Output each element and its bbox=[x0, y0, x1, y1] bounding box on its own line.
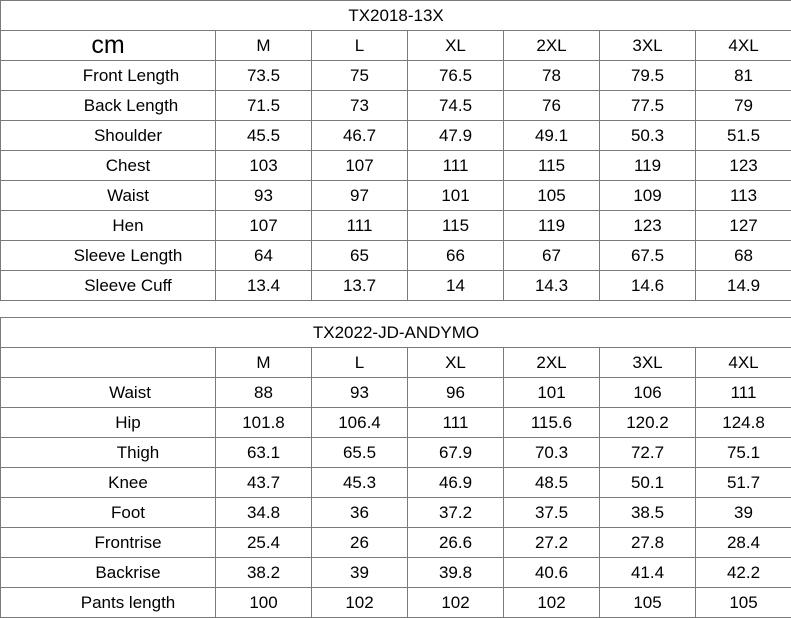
cell-value: 73 bbox=[312, 91, 408, 121]
table-row bbox=[1, 271, 791, 301]
cell-value: 76.5 bbox=[408, 61, 504, 91]
row-label: Frontrise bbox=[1, 528, 216, 558]
cell-value: 101.8 bbox=[216, 408, 312, 438]
cell-value: 51.7 bbox=[696, 468, 791, 498]
cell-value: 46.9 bbox=[408, 468, 504, 498]
cell-value: 67.5 bbox=[600, 241, 696, 271]
cell-value: 106 bbox=[600, 378, 696, 408]
table-row bbox=[1, 558, 791, 588]
cell-value: 67.9 bbox=[408, 438, 504, 468]
cell-value: 37.5 bbox=[504, 498, 600, 528]
table-title: TX2022-JD-ANDYMO bbox=[1, 318, 791, 348]
cell-value: 28.4 bbox=[696, 528, 791, 558]
cell-value: 107 bbox=[216, 211, 312, 241]
cell-value: 27.2 bbox=[504, 528, 600, 558]
cell-value: 38.2 bbox=[216, 558, 312, 588]
cell-value: 14.9 bbox=[696, 271, 791, 301]
column-header-2xl: 2XL bbox=[504, 31, 600, 61]
cell-value: 105 bbox=[600, 588, 696, 618]
cell-value: 71.5 bbox=[216, 91, 312, 121]
cell-value: 43.7 bbox=[216, 468, 312, 498]
cell-value: 113 bbox=[696, 181, 791, 211]
column-header-xl: XL bbox=[408, 31, 504, 61]
table-header-row bbox=[1, 348, 791, 378]
column-header-2xl: 2XL bbox=[504, 348, 600, 378]
cell-value: 74.5 bbox=[408, 91, 504, 121]
cell-value: 93 bbox=[216, 181, 312, 211]
cell-value: 13.4 bbox=[216, 271, 312, 301]
cell-value: 26 bbox=[312, 528, 408, 558]
table-row bbox=[1, 61, 791, 91]
cell-value: 115 bbox=[504, 151, 600, 181]
column-header-4xl: 4XL bbox=[696, 348, 791, 378]
cell-value: 42.2 bbox=[696, 558, 791, 588]
cell-value: 27.8 bbox=[600, 528, 696, 558]
column-header-m: M bbox=[216, 348, 312, 378]
cell-value: 120.2 bbox=[600, 408, 696, 438]
cell-value: 64 bbox=[216, 241, 312, 271]
table-row bbox=[1, 121, 791, 151]
cell-value: 67 bbox=[504, 241, 600, 271]
column-header-l: L bbox=[312, 348, 408, 378]
unit-label: cm bbox=[1, 31, 216, 61]
cell-value: 25.4 bbox=[216, 528, 312, 558]
table-title-row bbox=[1, 318, 791, 348]
column-header-3xl: 3XL bbox=[600, 348, 696, 378]
cell-value: 111 bbox=[408, 151, 504, 181]
cell-value: 97 bbox=[312, 181, 408, 211]
table-row bbox=[1, 588, 791, 618]
cell-value: 38.5 bbox=[600, 498, 696, 528]
cell-value: 111 bbox=[312, 211, 408, 241]
cell-value: 39 bbox=[312, 558, 408, 588]
cell-value: 102 bbox=[408, 588, 504, 618]
cell-value: 105 bbox=[696, 588, 791, 618]
table-title-row bbox=[1, 1, 791, 31]
cell-value: 49.1 bbox=[504, 121, 600, 151]
table-row bbox=[1, 408, 791, 438]
cell-value: 68 bbox=[696, 241, 791, 271]
cell-value: 66 bbox=[408, 241, 504, 271]
row-label: Knee bbox=[1, 468, 216, 498]
table-row bbox=[1, 528, 791, 558]
unit-label bbox=[1, 348, 216, 378]
cell-value: 119 bbox=[600, 151, 696, 181]
table-row bbox=[1, 378, 791, 408]
cell-value: 124.8 bbox=[696, 408, 791, 438]
row-label: Shoulder bbox=[1, 121, 216, 151]
cell-value: 37.2 bbox=[408, 498, 504, 528]
column-header-l: L bbox=[312, 31, 408, 61]
cell-value: 75 bbox=[312, 61, 408, 91]
cell-value: 127 bbox=[696, 211, 791, 241]
cell-value: 72.7 bbox=[600, 438, 696, 468]
cell-value: 79 bbox=[696, 91, 791, 121]
cell-value: 96 bbox=[408, 378, 504, 408]
column-header-m: M bbox=[216, 31, 312, 61]
cell-value: 75.1 bbox=[696, 438, 791, 468]
cell-value: 65 bbox=[312, 241, 408, 271]
cell-value: 39 bbox=[696, 498, 791, 528]
cell-value: 50.1 bbox=[600, 468, 696, 498]
cell-value: 13.7 bbox=[312, 271, 408, 301]
row-label: Back Length bbox=[1, 91, 216, 121]
cell-value: 77.5 bbox=[600, 91, 696, 121]
cell-value: 93 bbox=[312, 378, 408, 408]
cell-value: 14.6 bbox=[600, 271, 696, 301]
table-row bbox=[1, 181, 791, 211]
size-table-tx2022 bbox=[0, 317, 791, 618]
table-separator bbox=[0, 301, 791, 317]
cell-value: 123 bbox=[600, 211, 696, 241]
cell-value: 48.5 bbox=[504, 468, 600, 498]
cell-value: 111 bbox=[408, 408, 504, 438]
cell-value: 70.3 bbox=[504, 438, 600, 468]
cell-value: 78 bbox=[504, 61, 600, 91]
cell-value: 81 bbox=[696, 61, 791, 91]
row-label: Chest bbox=[1, 151, 216, 181]
cell-value: 100 bbox=[216, 588, 312, 618]
cell-value: 65.5 bbox=[312, 438, 408, 468]
cell-value: 46.7 bbox=[312, 121, 408, 151]
row-label: Thigh bbox=[1, 438, 216, 468]
cell-value: 45.3 bbox=[312, 468, 408, 498]
size-table-tx2018 bbox=[0, 0, 791, 301]
cell-value: 88 bbox=[216, 378, 312, 408]
cell-value: 101 bbox=[504, 378, 600, 408]
cell-value: 102 bbox=[504, 588, 600, 618]
cell-value: 50.3 bbox=[600, 121, 696, 151]
cell-value: 105 bbox=[504, 181, 600, 211]
cell-value: 73.5 bbox=[216, 61, 312, 91]
cell-value: 103 bbox=[216, 151, 312, 181]
table-row bbox=[1, 211, 791, 241]
table-row bbox=[1, 151, 791, 181]
cell-value: 119 bbox=[504, 211, 600, 241]
cell-value: 14 bbox=[408, 271, 504, 301]
row-label: Front Length bbox=[1, 61, 216, 91]
cell-value: 76 bbox=[504, 91, 600, 121]
cell-value: 109 bbox=[600, 181, 696, 211]
row-label: Sleeve Length bbox=[1, 241, 216, 271]
cell-value: 47.9 bbox=[408, 121, 504, 151]
row-label: Foot bbox=[1, 498, 216, 528]
table-row bbox=[1, 468, 791, 498]
table-row bbox=[1, 498, 791, 528]
table-row bbox=[1, 91, 791, 121]
row-label: Hip bbox=[1, 408, 216, 438]
table-header-row bbox=[1, 31, 791, 61]
row-label: Pants length bbox=[1, 588, 216, 618]
cell-value: 115.6 bbox=[504, 408, 600, 438]
table-row bbox=[1, 241, 791, 271]
cell-value: 40.6 bbox=[504, 558, 600, 588]
cell-value: 123 bbox=[696, 151, 791, 181]
column-header-3xl: 3XL bbox=[600, 31, 696, 61]
cell-value: 106.4 bbox=[312, 408, 408, 438]
column-header-4xl: 4XL bbox=[696, 31, 791, 61]
cell-value: 26.6 bbox=[408, 528, 504, 558]
cell-value: 14.3 bbox=[504, 271, 600, 301]
cell-value: 63.1 bbox=[216, 438, 312, 468]
cell-value: 115 bbox=[408, 211, 504, 241]
cell-value: 41.4 bbox=[600, 558, 696, 588]
cell-value: 107 bbox=[312, 151, 408, 181]
cell-value: 34.8 bbox=[216, 498, 312, 528]
cell-value: 39.8 bbox=[408, 558, 504, 588]
table-row bbox=[1, 438, 791, 468]
row-label: Waist bbox=[1, 181, 216, 211]
cell-value: 79.5 bbox=[600, 61, 696, 91]
cell-value: 102 bbox=[312, 588, 408, 618]
row-label: Waist bbox=[1, 378, 216, 408]
row-label: Backrise bbox=[1, 558, 216, 588]
table-title: TX2018-13X bbox=[1, 1, 791, 31]
cell-value: 51.5 bbox=[696, 121, 791, 151]
cell-value: 36 bbox=[312, 498, 408, 528]
row-label: Hen bbox=[1, 211, 216, 241]
cell-value: 111 bbox=[696, 378, 791, 408]
row-label: Sleeve Cuff bbox=[1, 271, 216, 301]
cell-value: 45.5 bbox=[216, 121, 312, 151]
column-header-xl: XL bbox=[408, 348, 504, 378]
cell-value: 101 bbox=[408, 181, 504, 211]
